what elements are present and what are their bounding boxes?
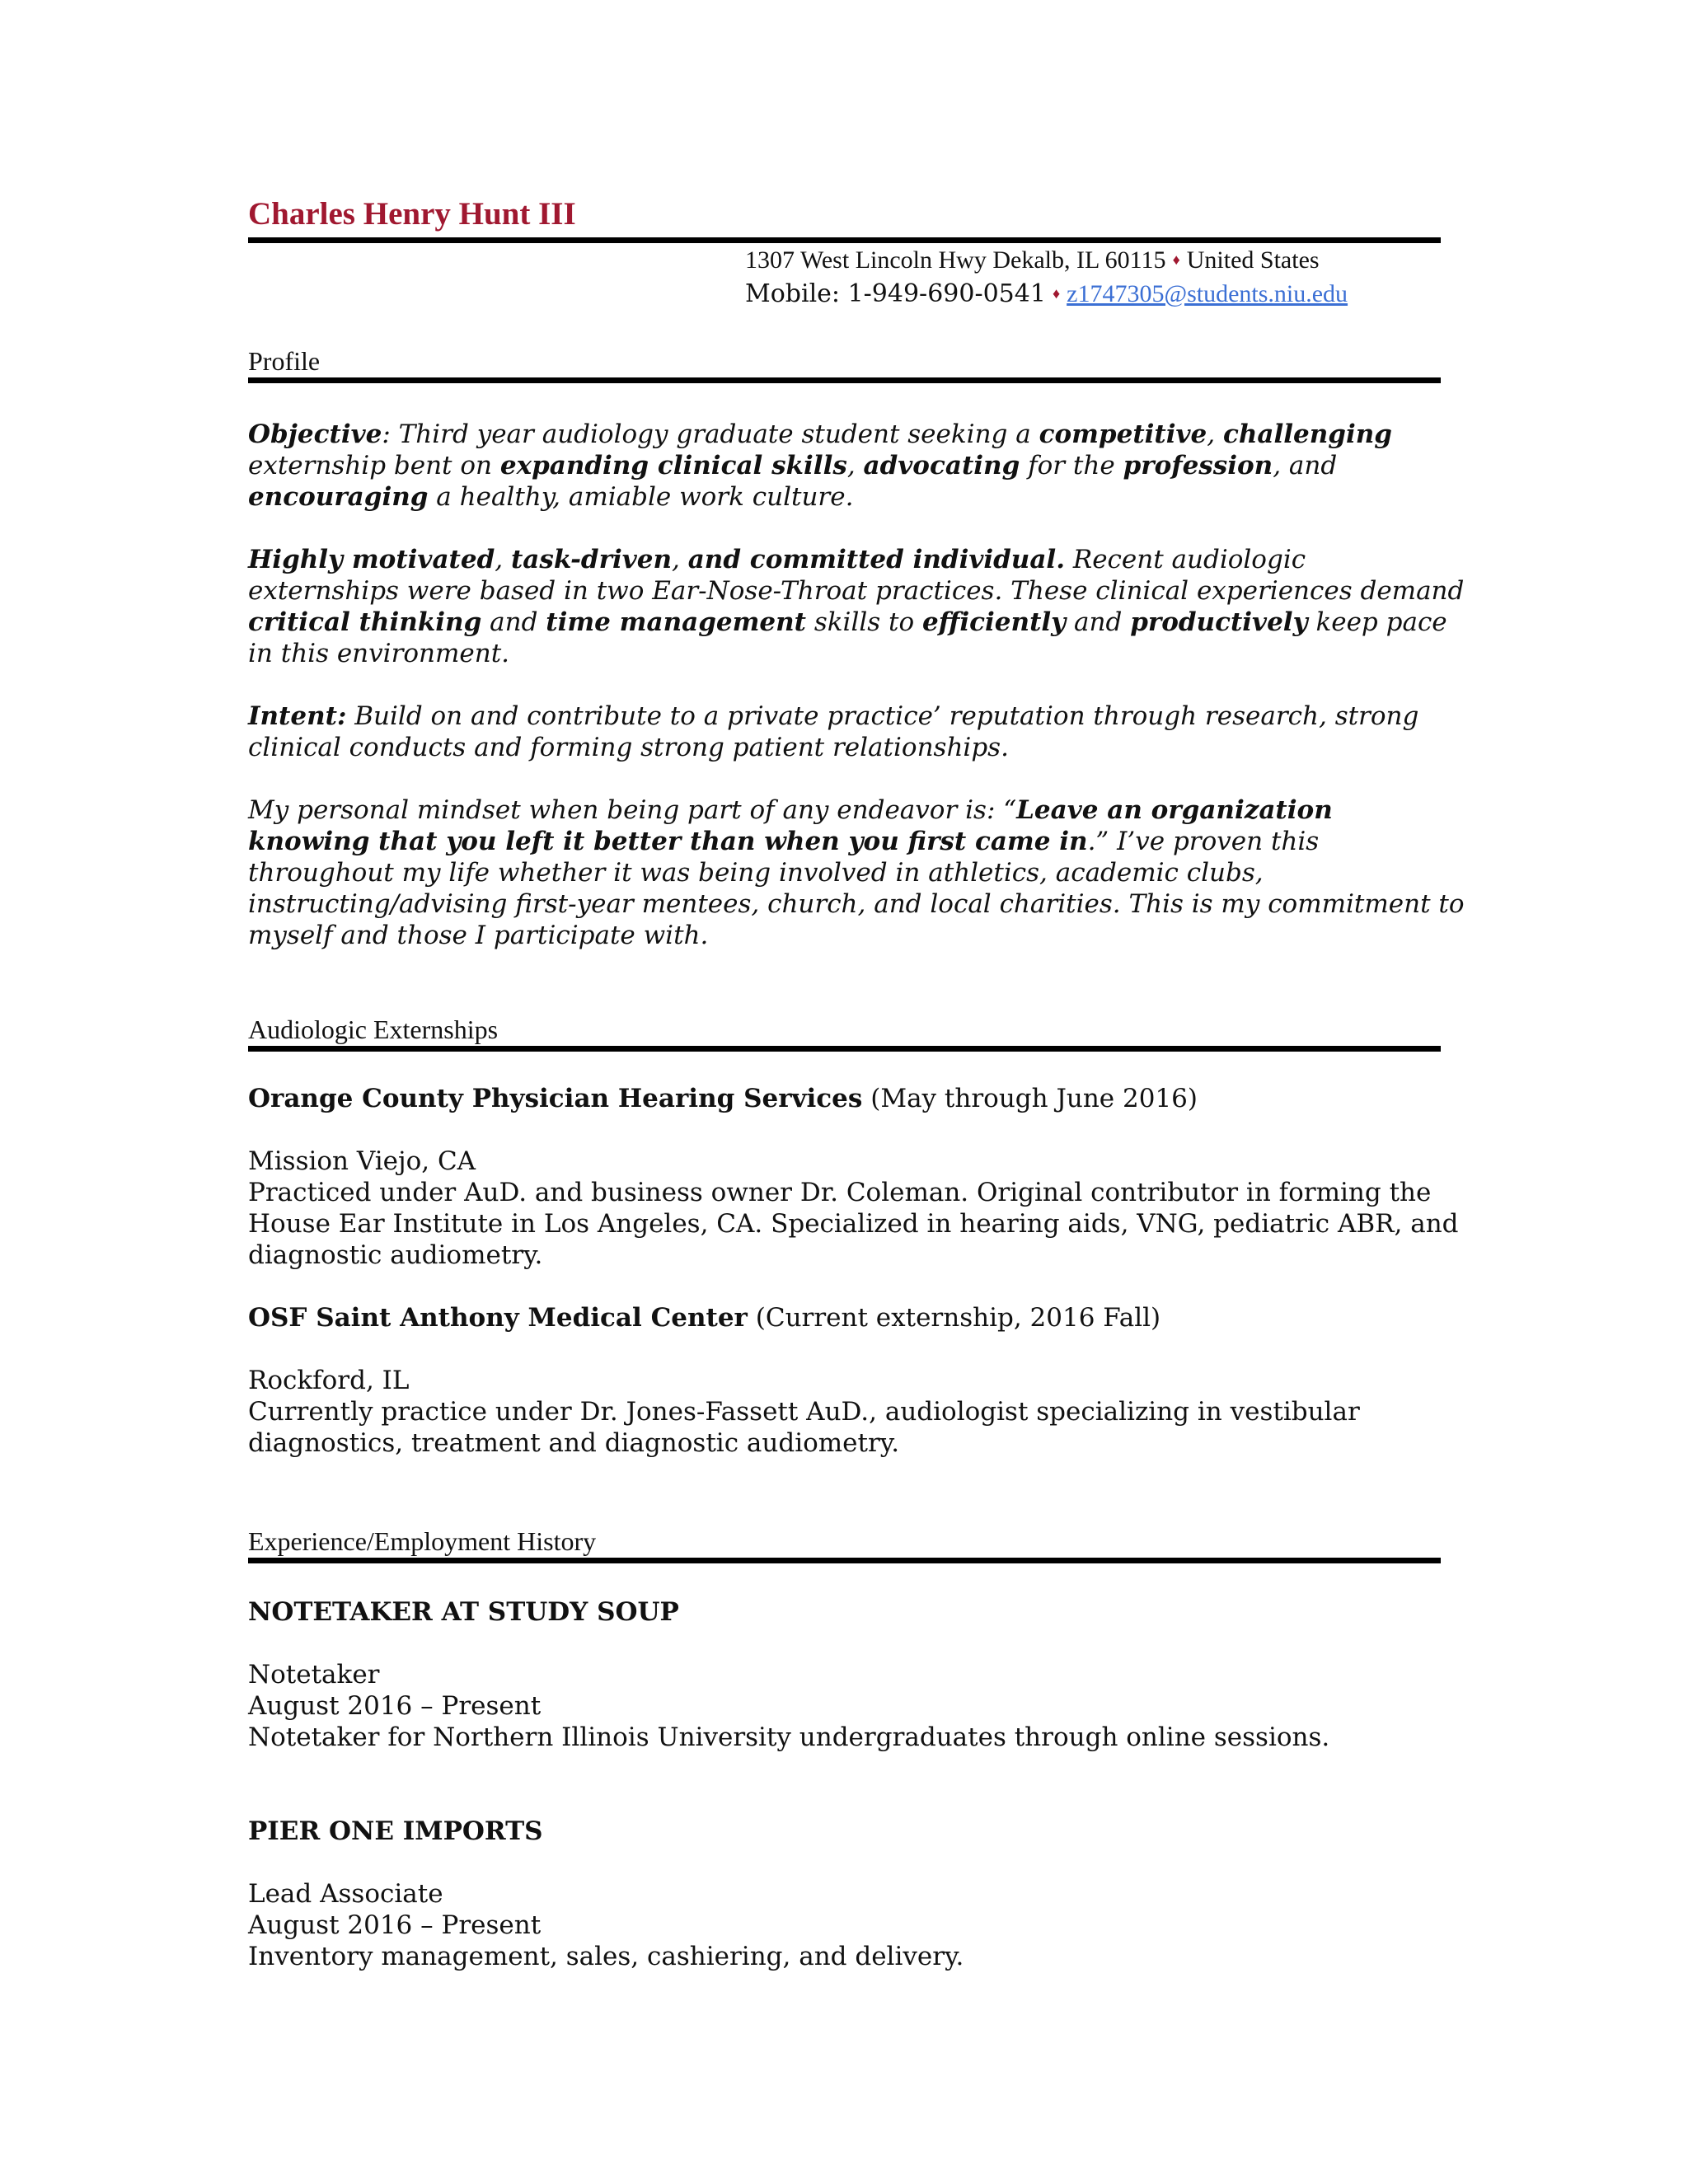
externship-desc-line: Practiced under AuD. and business owner Dr. Coleman. Original contributor in forming the	[248, 1178, 1432, 1207]
section-title-experience: Experience/Employment History	[248, 1526, 597, 1556]
job-details	[248, 1659, 1441, 1753]
section-divider	[248, 377, 1441, 383]
diamond-icon: ♦	[1052, 285, 1061, 302]
profile-mindset: My personal mindset when being part of any endeavor is: “Leave an organization knowing that you left it better than when you first came in.” I’ve proven this throughout my life whether it was being involved in athletics, academic clubs, instructing/advising first-year mentees, church, and local charities. This is my commitment to myself and those I participate with.	[248, 795, 1465, 950]
section-divider	[248, 1046, 1441, 1052]
header-divider	[248, 237, 1441, 243]
contact-block	[745, 243, 1441, 311]
profile-intent: Intent: Build on and contribute to a private practice’ reputation through research, strong clinical conducts and forming strong patient relationships.	[248, 701, 1419, 762]
externship-desc-line: House Ear Institute in Los Angeles, CA. Specialized in hearing aids, VNG, pediatric ABR, and	[248, 1209, 1459, 1239]
job-dates: August 2016 – Present	[248, 1691, 542, 1721]
profile-objective: Objective: Third year audiology graduate student seeking a competitive, challenging externship bent on expanding clinical skills, advocating for the profession, and encouraging a healthy, amiable work culture.	[248, 419, 1392, 512]
diamond-icon: ♦	[1172, 251, 1180, 268]
phone-email-line	[745, 277, 1441, 311]
email-link[interactable]: z1747305@students.niu.edu	[1067, 280, 1348, 307]
section-title-profile: Profile	[248, 346, 321, 376]
externship-desc-line: Currently practice under Dr. Jones-Fassett AuD., audiologist specializing in vestibular	[248, 1397, 1360, 1427]
job-description: Notetaker for Northern Illinois University undergraduates through online sessions.	[248, 1722, 1330, 1752]
section-title-externships: Audiologic Externships	[248, 1015, 499, 1044]
externship-title: OSF Saint Anthony Medical Center (Current externship, 2016 Fall)	[248, 1303, 1161, 1333]
resume-page	[248, 191, 1465, 1972]
job-company: NOTETAKER AT STUDY SOUP	[248, 1597, 679, 1627]
job-role: Notetaker	[248, 1660, 380, 1690]
externship-desc-line: diagnostic audiometry.	[248, 1240, 543, 1270]
job-dates: August 2016 – Present	[248, 1910, 542, 1940]
job-details	[248, 1878, 1441, 1972]
externship-desc-line: diagnostics, treatment and diagnostic audiometry.	[248, 1428, 900, 1458]
section-divider	[248, 1558, 1441, 1563]
externship-location: Mission Viejo, CA	[248, 1146, 476, 1176]
externship-details	[248, 1365, 1441, 1459]
address-line	[745, 243, 1441, 277]
externship-title: Orange County Physician Hearing Services (May through June 2016)	[248, 1084, 1198, 1113]
job-description: Inventory management, sales, cashiering, and delivery.	[248, 1942, 964, 1971]
country: United States	[1186, 246, 1320, 274]
externship-location: Rockford, IL	[248, 1366, 410, 1395]
externship-details	[248, 1146, 1459, 1271]
job-role: Lead Associate	[248, 1879, 443, 1909]
address: 1307 West Lincoln Hwy Dekalb, IL 60115	[745, 246, 1166, 274]
profile-summary: Highly motivated, task-driven, and committed individual. Recent audiologic externships were based in two Ear-Nose-Throat practices. These clinical experiences demand critical thinking and time management skills to efficiently and productively keep pace in this environment.	[248, 545, 1465, 668]
job-company: PIER ONE IMPORTS	[248, 1816, 543, 1846]
mobile-number: Mobile: 1-949-690-0541	[745, 279, 1046, 308]
candidate-name: Charles Henry Hunt III	[248, 196, 576, 232]
